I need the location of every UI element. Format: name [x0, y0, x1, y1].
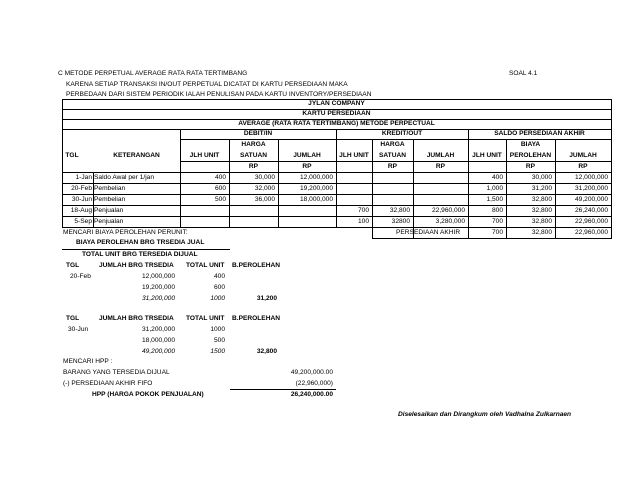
- row-saldo-biaya: 31,200: [531, 185, 552, 192]
- row-debit-jumlah: 12,000,000: [299, 174, 333, 181]
- rp-saldo-biaya: RP: [525, 163, 536, 170]
- col-header-saldo-perolehan: PEROLEHAN: [509, 152, 552, 159]
- row-saldo-jumlah: 12,000,000: [574, 174, 608, 181]
- cost-header-tgl-1: TGL: [66, 262, 80, 269]
- hpp-value-3: 26,240,000.00: [290, 391, 333, 398]
- cost-b1-perolehan: 31,200: [256, 295, 277, 302]
- row-tgl: 20-Feb: [71, 185, 92, 192]
- row-kredit-harga: 32,800: [389, 207, 410, 214]
- persediaan-akhir-jumlah: 22,960,000: [574, 229, 608, 236]
- row-kredit-harga: 32800: [391, 218, 410, 225]
- row-saldo-jumlah: 49,200,000: [574, 196, 608, 203]
- row-saldo-biaya: 32,800: [531, 218, 552, 225]
- cost-b1-total-unit: 1000: [210, 295, 225, 302]
- cost-header-jumlah-1: JUMLAH BRG TRSEDIA: [99, 262, 174, 269]
- header-line-3: PERBEDAAN DARI SISTEM PERIODIK IALAH PENULISAN PADA KARTU INVENTORY/PERSEDIAAN: [66, 91, 372, 98]
- row-saldo-biaya: 32,800: [531, 207, 552, 214]
- hpp-label-1: BARANG YANG TERSEDIA DIJUAL: [63, 369, 170, 376]
- row-keterangan: Pembelian: [94, 185, 126, 192]
- row-saldo-jumlah: 22,960,000: [574, 218, 608, 225]
- row-tgl: 1-Jan: [75, 174, 92, 181]
- cost-header-total-2: TOTAL UNIT: [186, 315, 225, 322]
- col-header-saldo-unit: JLH UNIT: [472, 152, 502, 159]
- hpp-label-2: (-) PERSEDIAAN AKHIR FIFO: [63, 380, 153, 387]
- row-debit-unit: 500: [214, 196, 226, 203]
- row-saldo-jumlah: 26,240,000: [574, 207, 608, 214]
- row-debit-jumlah: 19,200,000: [299, 185, 333, 192]
- cost-b2-u2: 500: [213, 337, 225, 344]
- row-tgl: 30-Jun: [71, 196, 92, 203]
- cost-header-tgl-2: TGL: [66, 315, 80, 322]
- col-header-kredit-satuan: SATUAN: [379, 152, 406, 159]
- row-saldo-unit: 1,000: [486, 185, 503, 192]
- row-kredit-jumlah: 22,960,000: [431, 207, 465, 214]
- row-saldo-biaya: 32,800: [531, 196, 552, 203]
- rp-kredit-satuan: RP: [387, 163, 398, 170]
- row-debit-harga: 36,000: [254, 196, 275, 203]
- cost-b1-total-value: 31,200,000: [141, 295, 175, 302]
- cost-b1-v1: 12,000,000: [141, 273, 175, 280]
- col-header-debit-unit: JLH UNIT: [189, 152, 220, 159]
- row-kredit-jumlah: 3,280,000: [435, 218, 465, 225]
- company-name: JYLAN COMPANY: [308, 100, 365, 107]
- col-header-keterangan: KETERANGAN: [113, 152, 160, 159]
- row-debit-jumlah: 18,000,000: [299, 196, 333, 203]
- row-debit-unit: 400: [214, 174, 226, 181]
- hpp-title: MENCARI HPP :: [63, 358, 113, 365]
- col-header-debit-jumlah: JUMLAH: [293, 152, 321, 159]
- cost-b2-total-unit: 1500: [210, 348, 225, 355]
- row-debit-harga: 30,000: [254, 174, 275, 181]
- row-saldo-unit: 700: [491, 218, 503, 225]
- row-keterangan: Pembelian: [94, 196, 126, 203]
- hpp-value-2: (22,960,000): [295, 380, 333, 387]
- row-saldo-biaya: 30,000: [531, 174, 552, 181]
- rp-debit-satuan: RP: [248, 163, 259, 170]
- rp-kredit-jumlah: RP: [435, 163, 446, 170]
- persediaan-akhir-biaya: 32,800: [531, 229, 552, 236]
- cost-b1-u1: 400: [213, 273, 225, 280]
- col-header-harga-debit: HARGA: [241, 141, 266, 148]
- col-header-kredit-unit: JLH UNIT: [339, 152, 369, 159]
- cost-header-bper-2: B.PEROLEHAN: [232, 315, 280, 322]
- cost-title: BIAYA PEROLEHAN BRG TRSEDIA JUAL: [76, 239, 205, 246]
- cost-b2-v2: 18,000,000: [141, 337, 175, 344]
- row-saldo-jumlah: 31,200,000: [574, 185, 608, 192]
- rp-saldo-jumlah: RP: [578, 163, 588, 170]
- author-credit: Diselesaikan dan Dirangkum oleh Vadhalna Zulkarnaen: [398, 411, 572, 418]
- cost-header-jumlah-2: JUMLAH BRG TRSEDIA: [99, 315, 174, 322]
- col-header-harga-kredit: HARGA: [380, 141, 405, 148]
- cost-subtitle: TOTAL UNIT BRG TERSEDIA DIJUAL: [82, 251, 198, 258]
- cost-b2-total-value: 49,200,000: [141, 348, 175, 355]
- cost-title-underline: [62, 249, 230, 250]
- mencari-biaya-label: MENCARI BIAYA PEROLEHAN PERUNIT:: [63, 229, 188, 236]
- group-saldo: SALDO PERSEDIAAN AKHIR: [494, 130, 585, 137]
- row-kredit-unit: 100: [357, 218, 369, 225]
- cost-b2-u1: 1000: [210, 326, 225, 333]
- row-saldo-unit: 800: [491, 207, 503, 214]
- card-method: AVERAGE (RATA RATA TERTIMBANG) METODE PERPECTUAL: [238, 120, 435, 127]
- row-saldo-unit: 400: [491, 174, 503, 181]
- hpp-label-3: HPP (HARGA POKOK PENJUALAN): [92, 391, 204, 398]
- row-keterangan: Saldo Awal per 1/jan: [94, 174, 154, 181]
- cost-header-total-1: TOTAL UNIT: [186, 262, 225, 269]
- hpp-value-1: 49,200,000.00: [290, 369, 333, 376]
- col-header-biaya: BIAYA: [520, 141, 541, 148]
- row-keterangan: Penjualan: [94, 207, 124, 214]
- cost-b2-v1: 31,200,000: [141, 326, 175, 333]
- cost-b1-u2: 600: [213, 284, 225, 291]
- row-saldo-unit: 1,500: [486, 196, 503, 203]
- cost-b1-v2: 19,200,000: [141, 284, 175, 291]
- cost-b2-perolehan: 32,800: [256, 348, 277, 355]
- group-kredit: KREDIT/OUT: [381, 130, 423, 137]
- cost-b2-tgl: 30-Jun: [68, 326, 89, 333]
- persediaan-akhir-unit: 700: [491, 229, 503, 236]
- group-debit: DEBIT/IN: [243, 130, 273, 137]
- row-tgl: 18-Aug: [70, 207, 92, 214]
- cost-header-bper-1: B.PEROLEHAN: [232, 262, 280, 269]
- card-title: KARTU PERSEDIAAN: [302, 110, 371, 117]
- row-tgl: 5-Sep: [74, 218, 92, 225]
- header-line-2: KARENA SETIAP TRANSAKSI IN/OUT PERPETUAL DICATAT DI KARTU PERSEDIAAN MAKA: [66, 81, 348, 88]
- soal-label: SOAL 4.1: [509, 70, 538, 77]
- col-header-debit-satuan: SATUAN: [240, 152, 267, 159]
- row-keterangan: Penjualan: [94, 218, 124, 225]
- col-header-tgl: TGL: [65, 152, 79, 159]
- header-line-1: C METODE PERPETUAL AVERAGE RATA RATA TERTIMBANG: [58, 70, 248, 77]
- col-header-saldo-jumlah: JUMLAH: [569, 152, 597, 159]
- hpp-sum-line: [230, 389, 336, 390]
- row-debit-harga: 32,000: [254, 185, 275, 192]
- persediaan-akhir-label: PERSEDIAAN AKHIR: [396, 229, 461, 236]
- col-header-kredit-jumlah: JUMLAH: [426, 152, 455, 159]
- rp-debit-jumlah: RP: [302, 163, 312, 170]
- row-debit-unit: 600: [214, 185, 226, 192]
- cost-b1-tgl: 20-Feb: [70, 273, 91, 280]
- row-kredit-unit: 700: [357, 207, 369, 214]
